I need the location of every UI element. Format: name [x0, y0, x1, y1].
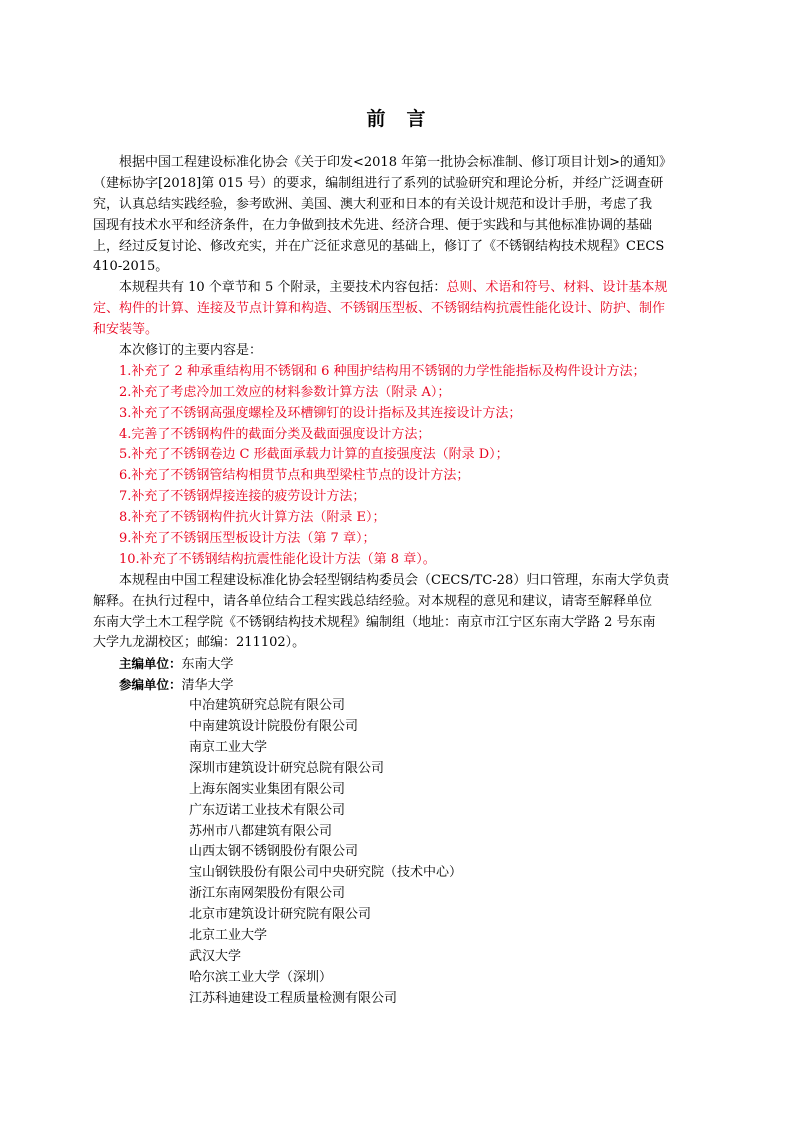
participant-unit-row — [93, 675, 705, 696]
chief-unit-label: 主编单位： — [119, 656, 182, 672]
participant-unit: 中南建筑设计院股份有限公司 — [189, 719, 359, 735]
para1-line: 国现有技术水平和经济条件，在力争做到技术先进、经济合理、便于实践和与其他标准协调的基础 — [93, 217, 653, 233]
chief-unit-value: 东南大学 — [181, 657, 234, 673]
participant-unit: 山西太钢不锈钢股份有限公司 — [189, 844, 359, 860]
participant-unit-first: 清华大学 — [181, 678, 234, 694]
revision-item: 10.补充了不锈钢结构抗震性能化设计方法（第 8 章）。 — [119, 551, 436, 567]
revision-item: 1.补充了 2 种承重结构用不锈钢和 6 种围护结构用不锈钢的力学性能指标及构件设计方法； — [119, 363, 646, 379]
participant-unit: 深圳市建筑设计研究总院有限公司 — [189, 760, 385, 776]
page-title: 前 言 — [366, 108, 427, 130]
para2-first-line — [93, 278, 705, 299]
body-text — [93, 153, 705, 1010]
para3-line: 本规程由中国工程建设标准化协会轻型钢结构委员会（CECS/TC-28）归口管理，东南大学负责 — [119, 572, 670, 588]
revision-item: 5.补充了不锈钢卷边 C 形截面承载力计算的直接强度法（附录 D）； — [119, 447, 509, 463]
participant-unit: 北京工业大学 — [189, 927, 268, 943]
para1-line: （建标协字[2018]第 015 号）的要求，编制组进行了系列的试验研究和理论分析，并经广泛调查研 — [93, 175, 664, 191]
para3-line: 东南大学土木工程学院《不锈钢结构技术规程》编制组（地址：南京市江宁区东南大学路 2 号东南 — [93, 614, 656, 630]
participant-unit: 苏州市八都建筑有限公司 — [189, 823, 333, 839]
revision-item: 8.补充了不锈钢构件抗火计算方法（附录 E）； — [119, 510, 386, 526]
revision-item: 3.补充了不锈钢高强度螺栓及环槽铆钉的设计指标及其连接设计方法； — [119, 405, 522, 421]
participant-unit: 江苏科迪建设工程质量检测有限公司 — [189, 990, 398, 1006]
para2-prefix: 本规程共有 10 个章节和 5 个附录，主要技术内容包括： — [119, 280, 447, 296]
para2-red-start: 总则、术语和符号、材料、设计基本规 — [446, 280, 668, 296]
para3-line: 解释。在执行过程中，请各单位结合工程实践总结经验。对本规程的意见和建议，请寄至解释单位 — [93, 593, 653, 609]
participant-unit: 哈尔滨工业大学（深圳） — [189, 969, 333, 985]
revision-item: 7.补充了不锈钢焊接连接的疲劳设计方法； — [119, 489, 366, 505]
revision-intro: 本次修订的主要内容是： — [119, 343, 263, 359]
participant-unit: 武汉大学 — [189, 948, 242, 964]
revision-item: 4.完善了不锈钢构件的截面分类及截面强度设计方法； — [119, 426, 431, 442]
participant-unit: 广东迈诺工业技术有限公司 — [189, 802, 346, 818]
para1-line: 究，认真总结实践经验，参考欧洲、美国、澳大利亚和日本的有关设计规范和设计手册，考虑了我 — [93, 196, 653, 212]
revision-item: 2.补充了考虑冷加工效应的材料参数计算方法（附录 A）； — [119, 384, 451, 400]
chief-unit-row — [93, 654, 705, 675]
participant-unit-label: 参编单位： — [119, 677, 182, 693]
participant-unit: 北京市建筑设计研究院有限公司 — [189, 907, 372, 923]
para1-line: 上，经过反复讨论、修改充实，并在广泛征求意见的基础上，修订了《不锈钢结构技术规程》CECS — [93, 238, 665, 254]
participant-unit: 宝山钢铁股份有限公司中央研究院（技术中心） — [189, 865, 463, 881]
participant-unit: 南京工业大学 — [189, 739, 268, 755]
participant-unit: 中冶建筑研究总院有限公司 — [189, 698, 346, 714]
participant-unit: 浙江东南网架股份有限公司 — [189, 886, 346, 902]
para2-red-line: 定、构件的计算、连接及节点计算和构造、不锈钢压型板、不锈钢结构抗震性能化设计、防护、制作 — [93, 301, 666, 317]
para3-line: 大学九龙湖校区；邮编：211102）。 — [93, 635, 306, 651]
participant-unit: 上海东阁实业集团有限公司 — [189, 781, 346, 797]
para2-red-line: 和安装等。 — [93, 322, 159, 338]
revision-item: 9.补充了不锈钢压型板设计方法（第 7 章）； — [119, 531, 376, 547]
para1-line: 410-2015。 — [93, 259, 169, 275]
revision-item: 6.补充了不锈钢管结构相贯节点和典型梁柱节点的设计方法； — [119, 468, 470, 484]
para1-line: 根据中国工程建设标准化协会《关于印发<2018 年第一批协会标准制、修订项目计划>的通知》 — [119, 155, 673, 170]
